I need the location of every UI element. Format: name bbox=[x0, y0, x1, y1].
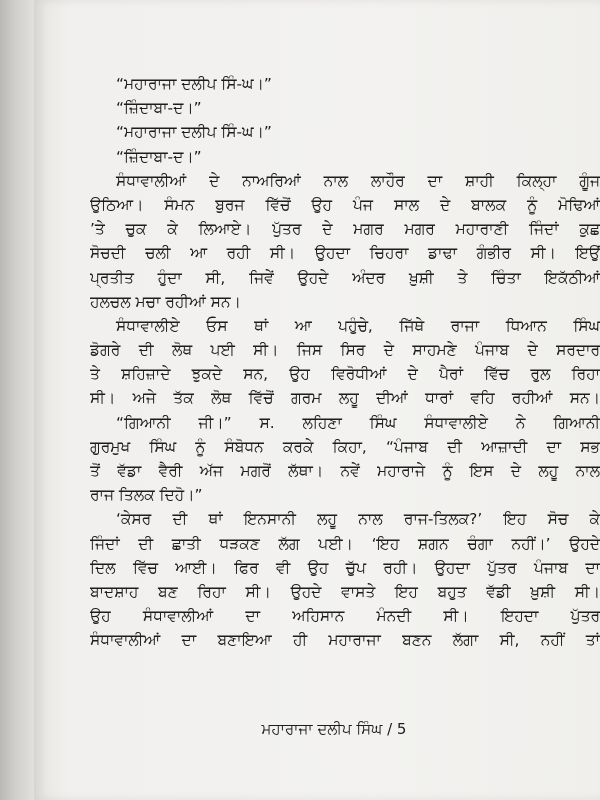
text-line: ਉਠਿਆ। ਸੰਮਨ ਬੁਰਜ ਵਿੱਚੋਂ ਉਹ ਪੰਜ ਸਾਲ ਦੇ ਬਾਲਕ ਨੂੰ ਮੋਢਿਆਂ bbox=[90, 195, 600, 214]
text-line: ਤੋਂ ਵੱਡਾ ਵੈਰੀ ਅੱਜ ਮਗਰੋਂ ਲੱਥਾ। ਨਵੇਂ ਮਹਾਰਾਜੇ ਨੂੰ ਇਸ ਦੇ ਲਹੂ ਨਾਲ bbox=[90, 462, 600, 480]
text-line: ਸੰਧਾਵਾਲੀਆਂ ਦਾ ਬਣਾਇਆ ਹੀ ਮਹਾਰਾਜਾ ਬਣਨ ਲੱਗਾ ਸੀ, ਨਹੀਂ ਤਾਂ bbox=[90, 631, 600, 650]
page-body-text bbox=[90, 72, 600, 653]
text-line: ਸੋਚਦੀ ਚਲੀ ਆ ਰਹੀ ਸੀ। ਉਹਦਾ ਚਿਹਰਾ ਡਾਢਾ ਗੰਭੀਰ ਸੀ। ਇਉਂ bbox=[90, 244, 600, 263]
text-line: ਤੇ ਸ਼ਹਿਜ਼ਾਦੇ ਝੁਕਦੇ ਸਨ, ਉਹ ਵਿਰੋਧੀਆਂ ਦੇ ਪੈਰਾਂ ਵਿੱਚ ਰੁਲ ਰਿਹਾ bbox=[90, 365, 600, 384]
text-line: ਸੰਧਾਵਾਲੀਏ ਓਸ ਥਾਂ ਆ ਪਹੁੰਚੇ, ਜਿੱਥੇ ਰਾਜਾ ਧਿਆਨ ਸਿੰਘ bbox=[116, 316, 600, 335]
text-line: ਦਿਲ ਵਿੱਚ ਆਈ। ਫਿਰ ਵੀ ਉਹ ਚੁੱਪ ਰਹੀ। ਉਹਦਾ ਪੁੱਤਰ ਪੰਜਾਬ ਦਾ bbox=[90, 558, 600, 577]
text-line: ਪ੍ਰਤੀਤ ਹੁੰਦਾ ਸੀ, ਜਿਵੇਂ ਉਹਦੇ ਅੰਦਰ ਖ਼ੁਸ਼ੀ ਤੇ ਚਿੰਤਾ ਇਕੱਠੀਆਂ bbox=[90, 268, 600, 287]
text-line: ਸੀ। ਅਜੇ ਤੱਕ ਲੋਥ ਵਿੱਚੋਂ ਗਰਮ ਲਹੂ ਦੀਆਂ ਧਾਰਾਂ ਵਹਿ ਰਹੀਆਂ ਸਨ। bbox=[90, 389, 600, 408]
page-footer: ਮਹਾਰਾਜਾ ਦਲੀਪ ਸਿੰਘ / 5 bbox=[261, 720, 407, 738]
text-line: ਰਾਜ ਤਿਲਕ ਦਿਹੋ।” bbox=[90, 486, 203, 505]
text-line: “ਮਹਾਰਾਜਾ ਦਲੀਪ ਸਿੰ-ਘ।” bbox=[116, 123, 272, 142]
book-spine-shadow bbox=[0, 0, 36, 800]
text-line: ’ਤੇ ਚੁਕ ਕੇ ਲਿਆਏ। ਪੁੱਤਰ ਦੇ ਮਗਰ ਮਗਰ ਮਹਾਰਾਣੀ ਜਿੰਦਾਂ ਕੁਛ bbox=[90, 220, 600, 239]
text-line: “ਮਹਾਰਾਜਾ ਦਲੀਪ ਸਿੰ-ਘ।” bbox=[116, 75, 272, 93]
text-line: “ਜ਼ਿੰਦਾਬਾ-ਦ।” bbox=[116, 147, 202, 166]
text-line: ‘ਕੇਸਰ ਦੀ ਥਾਂ ਇਨਸਾਨੀ ਲਹੂ ਨਾਲ ਰਾਜ-ਤਿਲਕ?’ ਇਹ ਸੋਚ ਕੇ bbox=[116, 510, 600, 529]
text-line: ਗੁਰਮੁਖ ਸਿੰਘ ਨੂੰ ਸੰਬੋਧਨ ਕਰਕੇ ਕਿਹਾ, “ਪੰਜਾਬ ਦੀ ਆਜ਼ਾਦੀ ਦਾ ਸਭ bbox=[90, 437, 600, 456]
text-line: ਜਿੰਦਾਂ ਦੀ ਛਾਤੀ ਧੜਕਣ ਲੱਗ ਪਈ। ‘ਇਹ ਸ਼ਗਨ ਚੰਗਾ ਨਹੀਂ।’ ਉਹਦੇ bbox=[90, 534, 600, 553]
text-line: “ਗਿਆਨੀ ਜੀ।” ਸ. ਲਹਿਣਾ ਸਿੰਘ ਸੰਧਾਵਾਲੀਏ ਨੇ ਗਿਆਨੀ bbox=[116, 413, 600, 432]
text-line: ਬਾਦਸ਼ਾਹ ਬਣ ਰਿਹਾ ਸੀ। ਉਹਦੇ ਵਾਸਤੇ ਇਹ ਬਹੁਤ ਵੱਡੀ ਖ਼ੁਸ਼ੀ ਸੀ। bbox=[90, 582, 600, 601]
text-line: ਹਲਚਲ ਮਚਾ ਰਹੀਆਂ ਸਨ। bbox=[90, 292, 241, 311]
text-line: ਡੋਗਰੇ ਦੀ ਲੋਥ ਪਈ ਸੀ। ਜਿਸ ਸਿਰ ਦੇ ਸਾਹਮਣੇ ਪੰਜਾਬ ਦੇ ਸਰਦਾਰ bbox=[90, 341, 600, 360]
text-line: ਸੰਧਾਵਾਲੀਆਂ ਦੇ ਨਾਅਰਿਆਂ ਨਾਲ ਲਾਹੌਰ ਦਾ ਸ਼ਾਹੀ ਕਿਲ੍ਹਾ ਗੂੰਜ bbox=[116, 171, 600, 190]
text-line: ਉਹ ਸੰਧਾਵਾਲੀਆਂ ਦਾ ਅਹਿਸਾਨ ਮੰਨਦੀ ਸੀ। ਇਹਦਾ ਪੁੱਤਰ bbox=[90, 607, 600, 626]
book-page bbox=[34, 0, 600, 800]
text-line: “ਜ਼ਿੰਦਾਬਾ-ਦ।” bbox=[116, 99, 202, 118]
